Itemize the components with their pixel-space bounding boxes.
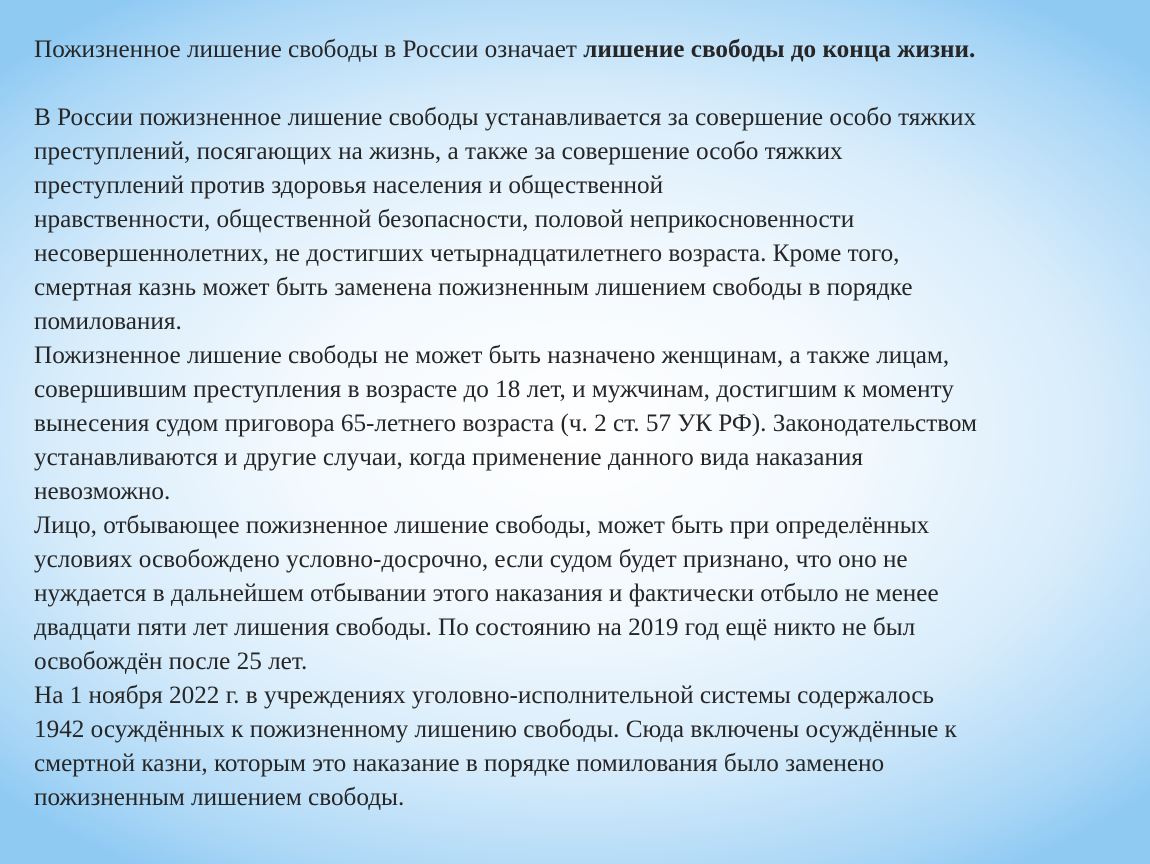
paragraph-life-sentence-crimes [34, 101, 1124, 339]
text-line: несовершеннолетних, не достигших четырнадцатилетнего возраста. Кроме того, [34, 240, 900, 267]
text-line: совершившим преступления в возрасте до 18 лет, и мужчинам, достигшим к моменту [34, 376, 954, 403]
text-line: Пожизненное лишение свободы не может быть назначено женщинам, а также лицам, [34, 342, 950, 369]
paragraph-statistics [34, 679, 1124, 815]
text-line: освобождён после 25 лет. [34, 648, 308, 675]
text-line: нравственности, общественной безопасности, половой неприкосновенности [34, 206, 855, 233]
text-line: смертная казнь может быть заменена пожизненным лишением свободы в порядке [34, 274, 913, 301]
intro-bold-text: лишение свободы до конца жизни. [583, 36, 976, 63]
text-line: смертной казни, которым это наказание в порядке помилования было заменено [34, 750, 885, 777]
slide-text-body [34, 33, 1124, 815]
text-line: пожизненным лишением свободы. [34, 784, 405, 811]
text-line: преступлений, посягающих на жизнь, а также за совершение особо тяжких [34, 138, 843, 165]
paragraph-exemptions [34, 339, 1124, 509]
text-line: устанавливаются и другие случаи, когда применение данного вида наказания [34, 444, 863, 471]
text-line: двадцати пяти лет лишения свободы. По состоянию на 2019 год ещё никто не был [34, 614, 916, 641]
text-line: 1942 осуждённых к пожизненному лишению свободы. Сюда включены осуждённые к [34, 716, 957, 743]
blank-line [34, 67, 1124, 101]
text-line: нуждается в дальнейшем отбывании этого наказания и фактически отбыло не менее [34, 580, 939, 607]
text-line: Лицо, отбывающее пожизненное лишение свободы, может быть при определённых [34, 512, 930, 539]
text-line: преступлений против здоровья населения и общественной [34, 172, 664, 199]
text-line: В России пожизненное лишение свободы устанавливается за совершение особо тяжких [34, 104, 977, 131]
text-line: невозможно. [34, 478, 171, 505]
text-line: условиях освобождено условно-досрочно, если судом будет признано, что оно не [34, 546, 908, 573]
text-line: помилования. [34, 308, 182, 335]
intro-text: Пожизненное лишение свободы в России означает [34, 36, 584, 63]
intro-line [34, 33, 1124, 67]
text-line: На 1 ноября 2022 г. в учреждениях уголовно-исполнительной системы содержалось [34, 682, 935, 709]
paragraph-parole [34, 509, 1124, 679]
text-line: вынесения судом приговора 65-летнего возраста (ч. 2 ст. 57 УК РФ). Законодательством [34, 410, 977, 437]
